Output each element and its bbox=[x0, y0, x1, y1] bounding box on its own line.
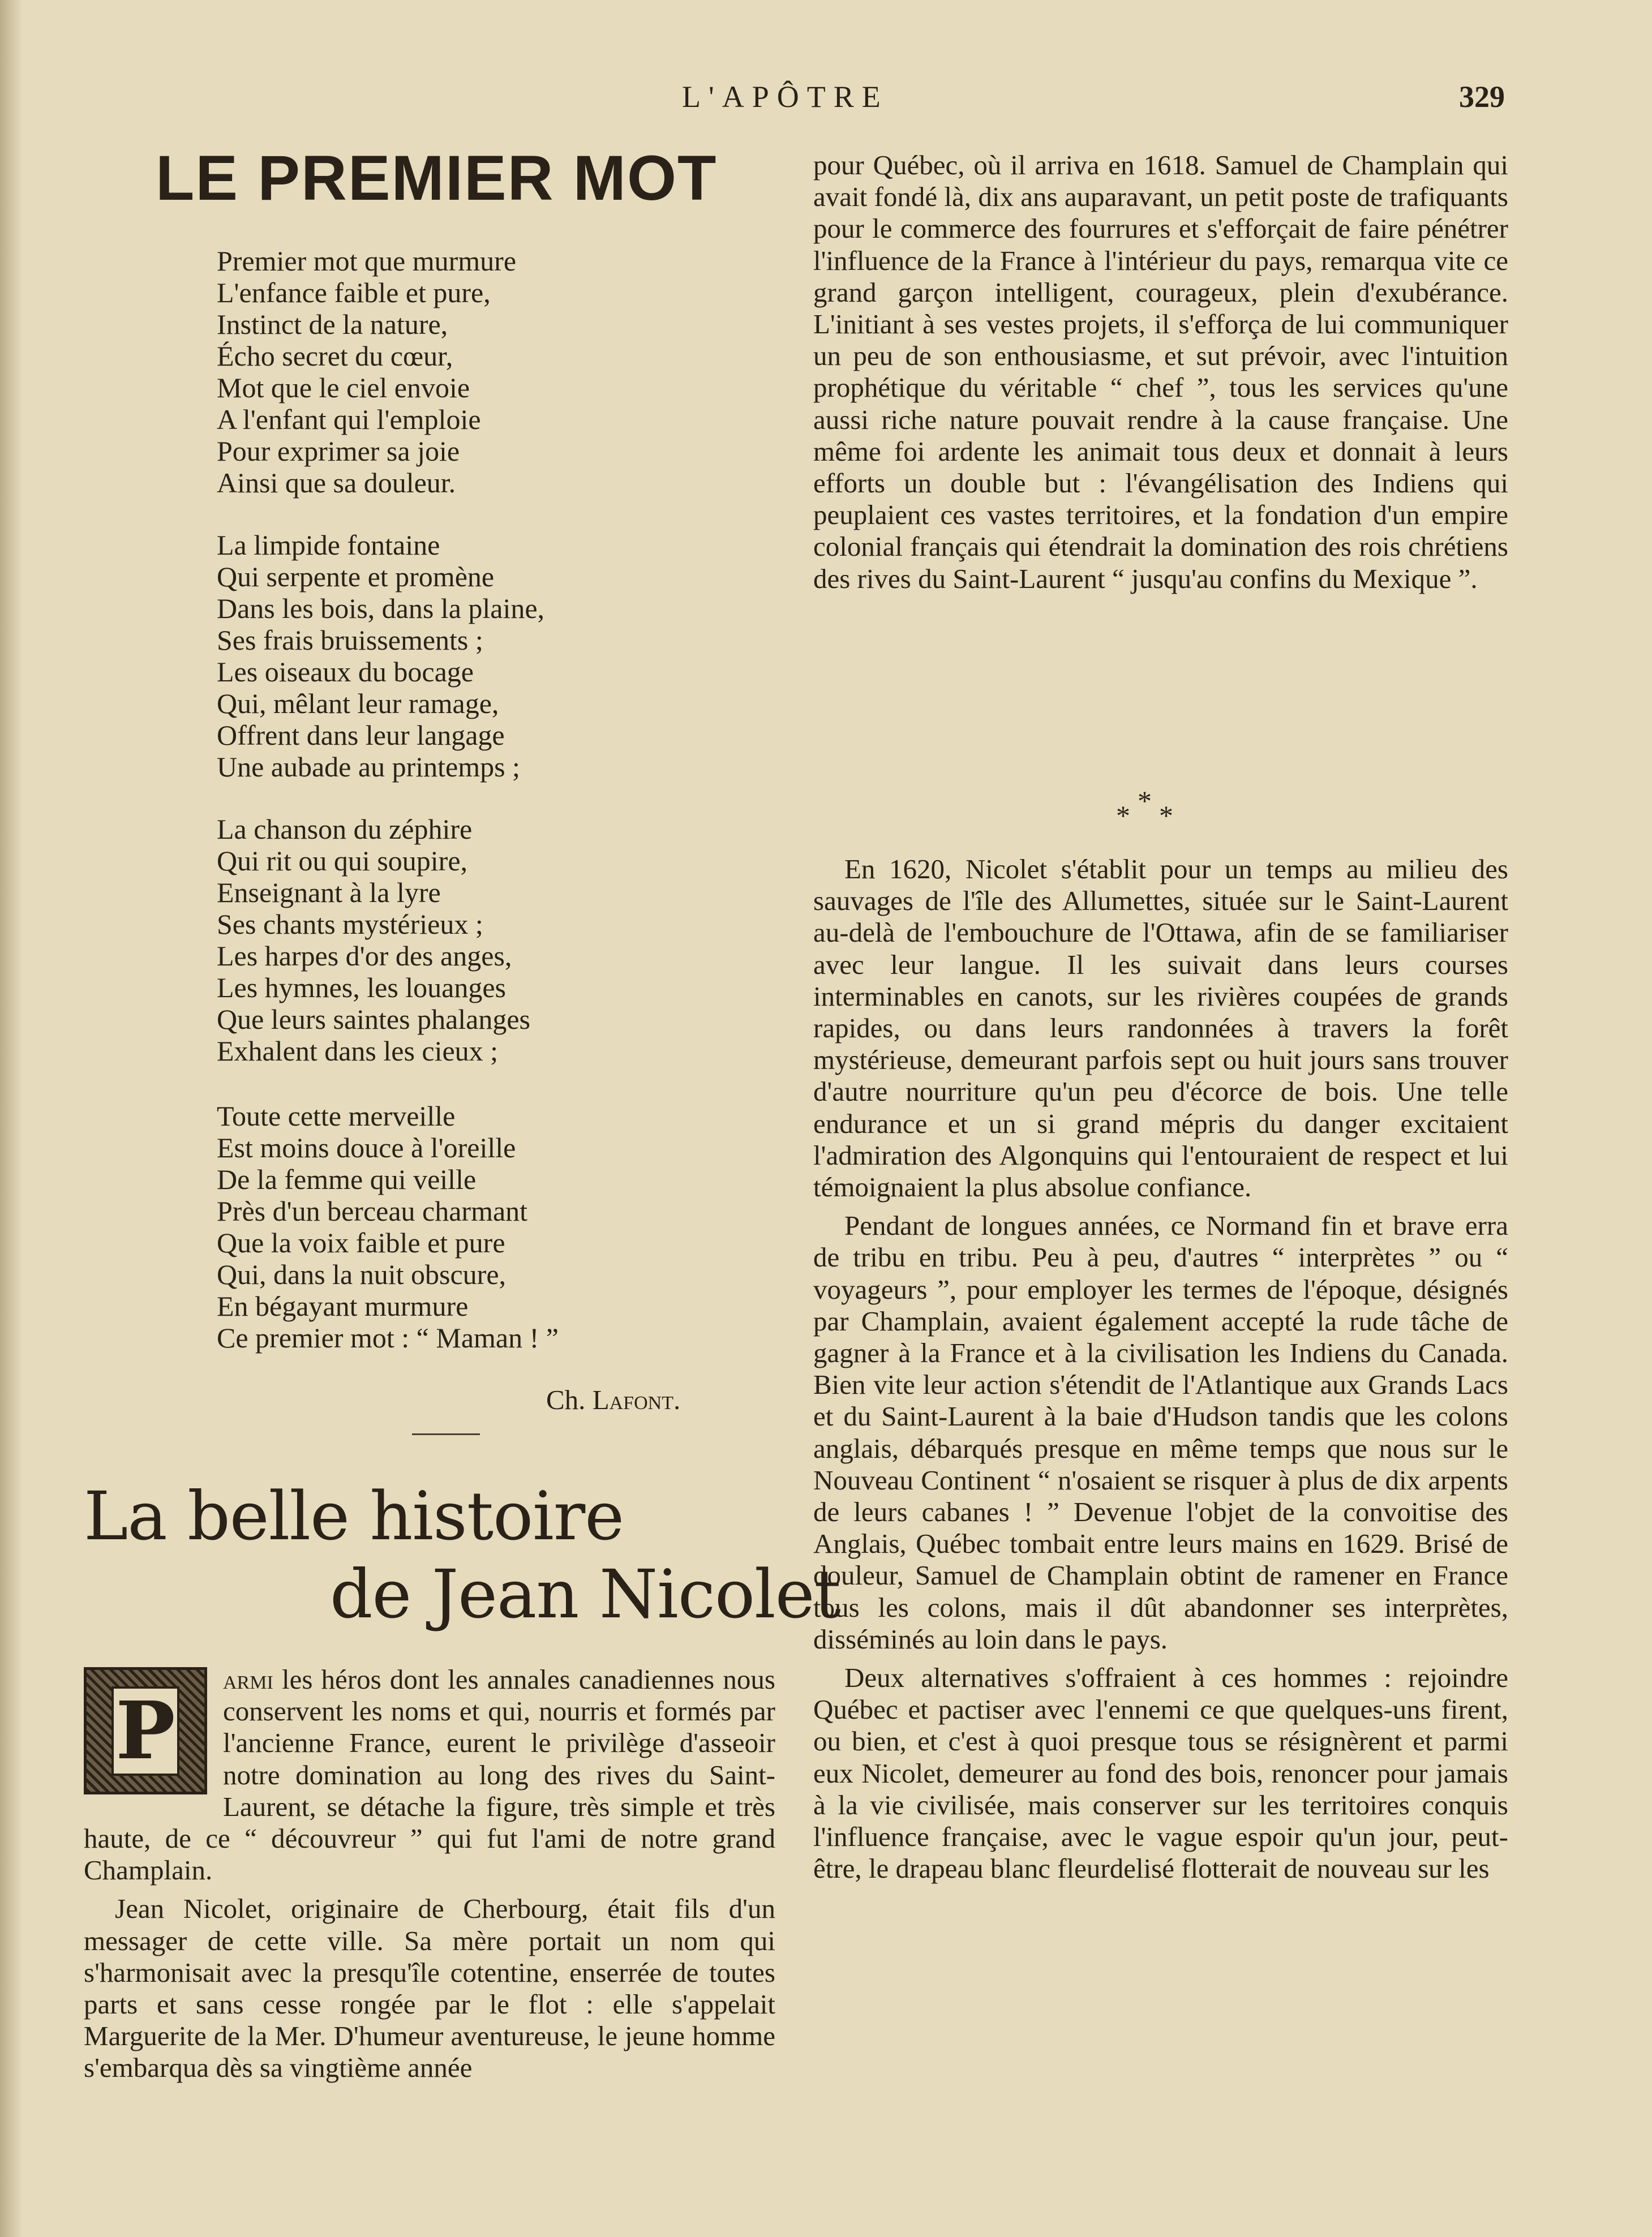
poem-line: Qui rit ou qui soupire, bbox=[217, 845, 468, 877]
poem-line: Instinct de la nature, bbox=[217, 308, 448, 340]
dropcap-letter: P bbox=[111, 1686, 179, 1776]
poem-line: Ce premier mot : “ Maman ! ” bbox=[217, 1322, 559, 1354]
poem-line: De la femme qui veille bbox=[217, 1163, 477, 1195]
asterisk-glyph: * bbox=[1116, 800, 1130, 831]
poem-line: A l'enfant qui l'emploie bbox=[217, 403, 481, 435]
poem-line: Exhalent dans les cieux ; bbox=[217, 1035, 499, 1067]
poem-stanza-3 bbox=[217, 813, 530, 1067]
article-paragraph: Pendant de longues années, ce Normand fin et brave erra de tribu en tribu. Peu à peu, d'autres “ interprètes ” ou “ voyageurs ”, pour employer les termes de l'époque, désignés par Champlain, avaient également accepté la rude tâche de gagner à la France et à la civilisation les Indiens du Canada. Bien vite leur action s'étendit de l'Atlantique aux Grands Lacs et du Saint-Laurent à la baie d'Hudson tandis que les colons anglais, débarqués presque en même temps que nous sur le Nouveau Continent “ n'osaient se risquer à plus de dix arpents de leurs cabanes ! ” Devenue l'objet de la convoitise des Anglais, Québec tombait entre leurs mains en 1629. Brisé de douleur, Samuel de Champlain obtint de ramener en France tous les colons, mais il dût abandonner ses interprètes, disséminés au loin dans le pays. bbox=[813, 1210, 1508, 1655]
page-edge-shadow bbox=[0, 0, 23, 2237]
poem-line: Les oiseaux du bocage bbox=[217, 656, 474, 688]
poem-line: Les harpes d'or des anges, bbox=[217, 940, 512, 972]
section-divider bbox=[412, 1433, 480, 1435]
paragraph-text: les héros dont les annales canadiennes nous conservent les noms et qui, nourris et formés par l'ancienne France, eurent le privilège d'asseoir notre domination au long des rives du Saint-Laurent, se détache la figure, très simple et très haute, de ce “ découvreur ” qui fut l'ami de notre grand Champlain. bbox=[84, 1664, 775, 1886]
poem-line: Que la voix faible et pure bbox=[217, 1227, 505, 1259]
article-column-2-top bbox=[813, 149, 1508, 595]
poem-line: Offrent dans leur langage bbox=[217, 719, 505, 751]
asterisk-glyph: * bbox=[1159, 800, 1173, 831]
article-column-1 bbox=[84, 1664, 775, 2084]
article-paragraph: En 1620, Nicolet s'établit pour un temps au milieu des sauvages de l'île des Allumettes, située sur le Saint-Laurent au-delà de l'embouchure de l'Ottawa, afin de se familiariser avec leur langue. Il les suivait dans leurs courses interminables en canots, sur les rivières coupées de grands rapides, ou dans leurs randonnées à travers la forêt mystérieuse, demeurant parfois sept ou huit jours sans trouver d'autre nourriture qu'un peu d'écorce de bois. Une telle endurance et un si grand mépris du danger excitaient l'admiration des Algonquins qui l'entouraient de respect et lui témoignaient la plus absolue confiance. bbox=[813, 853, 1508, 1203]
poem-line: Ses chants mystérieux ; bbox=[217, 908, 483, 940]
signature-name: Lafont. bbox=[592, 1384, 681, 1415]
poem-signature bbox=[546, 1384, 680, 1416]
poem-line: Toute cette merveille bbox=[217, 1100, 456, 1132]
poem-line: Écho secret du cœur, bbox=[217, 340, 453, 372]
poem-line: La chanson du zéphire bbox=[217, 813, 473, 845]
poem-line: Près d'un berceau charmant bbox=[217, 1195, 528, 1227]
ornamental-dropcap bbox=[84, 1667, 207, 1794]
poem-stanza-2 bbox=[217, 529, 544, 783]
poem-stanza-1 bbox=[217, 245, 516, 499]
poem-line: Qui serpente et promène bbox=[217, 561, 495, 592]
poem-line: Mot que le ciel envoie bbox=[217, 372, 470, 403]
article-paragraph: pour Québec, où il arriva en 1618. Samuel de Champlain qui avait fondé là, dix ans auparavant, un petit poste de trafiquants pour le commerce des fourrures et s'efforçait de faire pénétrer l'influence de la France à l'intérieur du pays, remarqua vite ce grand garçon intelligent, courageux, plein d'exubérance. L'initiant à ses vestes projets, il s'efforça de lui communiquer un peu de son enthousiasme, et sut prévoir, avec l'intuition prophétique du véritable “ chef ”, tous les services qu'une aussi riche nature pouvait rendre à la cause française. Une même foi ardente les animait tous deux et donnait à leurs efforts un double but : l'évangélisation des Indiens qui peuplaient ces vastes territoires, et la fondation d'un empire colonial français qui étendrait la domination des rois chrétiens des rives du Saint-Laurent “ jusqu'au confins du Mexique ”. bbox=[813, 149, 1508, 594]
poem-line: En bégayant murmure bbox=[217, 1290, 469, 1322]
poem-title: LE PREMIER MOT bbox=[156, 143, 718, 213]
article-title-line-2: de Jean Nicolet bbox=[330, 1555, 840, 1633]
poem-line: Qui, mêlant leur ramage, bbox=[217, 688, 499, 719]
poem-line: La limpide fontaine bbox=[217, 529, 440, 561]
poem-line: L'enfance faible et pure, bbox=[217, 277, 491, 308]
poem-line: Est moins douce à l'oreille bbox=[217, 1132, 516, 1163]
poem-line: Une aubade au printemps ; bbox=[217, 751, 520, 783]
poem-line: Premier mot que murmure bbox=[217, 245, 517, 277]
signature-prefix: Ch. bbox=[546, 1384, 586, 1415]
asterisk-glyph: * bbox=[1138, 785, 1152, 817]
paragraph-lead: armi bbox=[223, 1664, 273, 1695]
article-paragraph: Deux alternatives s'offraient à ces hommes : rejoindre Québec et pactiser avec l'ennemi ce que quelques-uns firent, ou bien, et c'est à quoi presque tous se résignèrent et parmi eux Nicolet, demeurer au fond des bois, renoncer pour jamais à la vie civilisée, mais conserver sur les territoires conquis l'influence française, avec le vague espoir qu'un jour, peut-être, le drapeau blanc fleurdelisé flotterait de nouveau sur les bbox=[813, 1662, 1508, 1884]
article-title-line-1: La belle histoire bbox=[84, 1477, 624, 1555]
poem-stanza-4 bbox=[217, 1100, 559, 1354]
section-break-asterisks bbox=[1106, 785, 1186, 831]
poem-line: Que leurs saintes phalanges bbox=[217, 1003, 531, 1035]
running-head: L'APÔTRE bbox=[682, 80, 889, 114]
poem-line: Enseignant à la lyre bbox=[217, 877, 441, 908]
poem-line: Les hymnes, les louanges bbox=[217, 972, 507, 1003]
article-paragraph: Jean Nicolet, originaire de Cherbourg, était fils d'un messager de cette ville. Sa mère portait un nom qui s'harmonisait avec la presqu'île cotentine, enserrée de toutes parts et sans cesse rongée par le flot : elle s'appelait Marguerite de la Mer. D'humeur aventureuse, le jeune homme s'embarqua dès sa vingtième année bbox=[84, 1893, 775, 2084]
poem-line: Pour exprimer sa joie bbox=[217, 435, 460, 467]
poem-line: Dans les bois, dans la plaine, bbox=[217, 592, 545, 624]
page-number: 329 bbox=[1459, 80, 1505, 114]
poem-line: Ses frais bruissements ; bbox=[217, 624, 483, 656]
poem-line: Ainsi que sa douleur. bbox=[217, 467, 456, 499]
poem-line: Qui, dans la nuit obscure, bbox=[217, 1259, 507, 1290]
article-column-2-bottom bbox=[813, 853, 1508, 1885]
